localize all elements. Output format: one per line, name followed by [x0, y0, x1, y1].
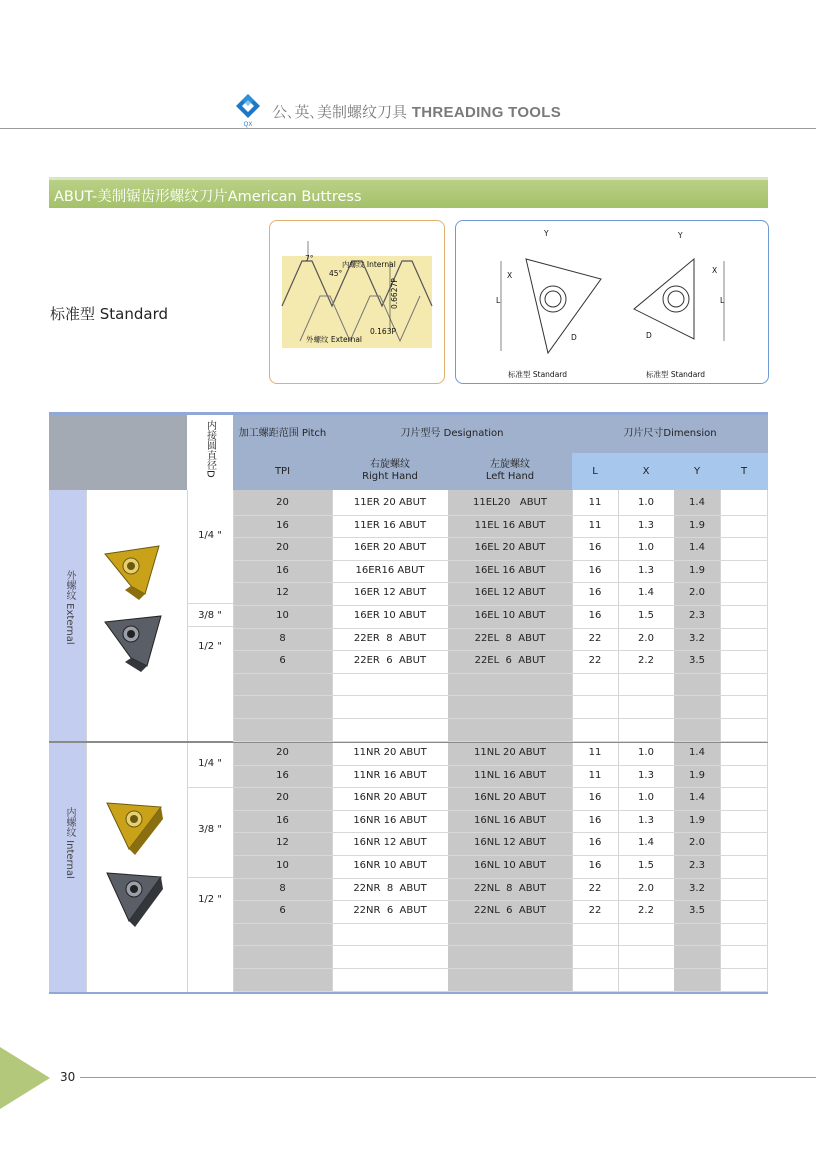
- header-y: Y: [674, 453, 720, 490]
- int-tpi-cell: 20: [276, 747, 289, 758]
- int-tpi-cell: 8: [279, 882, 286, 894]
- ext-x-cell: 1.0: [638, 542, 654, 554]
- int-y-cell: 2.0: [689, 837, 705, 849]
- ext-tpi-cell: 16: [276, 519, 289, 531]
- ext-x-cell: 1.3: [638, 564, 654, 576]
- int-l-cell: 11: [588, 769, 602, 781]
- int-tpi-cell: 20: [276, 792, 289, 804]
- ext-tpi-cell: 8: [279, 632, 286, 644]
- int-x-cell: 1.0: [638, 792, 654, 804]
- int-x-cell: 1.3: [638, 814, 654, 826]
- standard-label: 标准型 Standard: [50, 305, 169, 323]
- int-l-cell: 16: [588, 792, 602, 804]
- caption-left: 标准型 Standard: [508, 370, 568, 379]
- ext-tpi-cell: 12: [276, 587, 289, 599]
- int-left-cell: 16NL 16 ABUT: [474, 814, 546, 826]
- int-left-cell: 11NL 20 ABUT: [474, 747, 546, 758]
- int-right-cell: 16NR 20 ABUT: [353, 792, 427, 804]
- int-tpi-cell: 16: [276, 769, 289, 781]
- dim-d-right: D: [646, 331, 652, 340]
- thread-profile-drawing: [270, 221, 444, 383]
- external-insert-gold-image: [101, 542, 167, 602]
- int-right-cell: 11NR 20 ABUT: [353, 747, 427, 758]
- ext-x-cell: 2.0: [638, 632, 654, 644]
- header-divider: [0, 128, 816, 129]
- ext-left-cell: 11EL 16 ABUT: [474, 519, 546, 531]
- int-right-cell: 16NR 16 ABUT: [353, 814, 427, 826]
- int-y-cell: 1.9: [689, 814, 705, 826]
- logo-letters: QX: [243, 122, 253, 128]
- ext-l-cell: 22: [588, 632, 602, 644]
- external-label: 外螺纹 External: [306, 335, 363, 344]
- ext-left-cell: 22EL 6 ABUT: [474, 655, 546, 667]
- ext-y-cell: 1.4: [689, 497, 705, 508]
- int-y-cell: 1.4: [689, 792, 705, 804]
- ext-x-cell: 1.0: [638, 497, 654, 508]
- section-band: [49, 177, 768, 208]
- int-left-cell: 22NL 8 ABUT: [474, 882, 546, 894]
- int-left-cell: 16NL 20 ABUT: [474, 792, 546, 804]
- int-tpi-cell: 6: [279, 905, 286, 917]
- int-l-cell: 11: [588, 747, 602, 758]
- ext-tpi-cell: 16: [276, 564, 289, 576]
- caption-right: 标准型 Standard: [646, 370, 706, 379]
- int-right-cell: 22NR 6 ABUT: [353, 905, 427, 917]
- int-x-cell: 2.0: [638, 882, 654, 894]
- ext-right-cell: 11ER 20 ABUT: [353, 497, 427, 508]
- thread-profile-diagram: [269, 220, 445, 384]
- flat-label: 0.163P: [370, 327, 396, 336]
- ext-right-cell: 16ER 10 ABUT: [353, 610, 427, 621]
- int-x-cell: 2.2: [638, 905, 654, 917]
- ext-l-cell: 11: [588, 519, 602, 531]
- int-tpi-cell: 10: [276, 860, 289, 871]
- height-label: 0.6627P: [390, 278, 399, 309]
- header-l: L: [572, 453, 618, 490]
- int-l-cell: 16: [588, 860, 602, 871]
- header-title: [272, 101, 561, 122]
- int-x-cell: 1.0: [638, 747, 654, 758]
- internal-side-label: 内螺纹 Internal: [64, 807, 75, 879]
- int-x-cell: 1.4: [638, 837, 654, 849]
- ext-right-cell: 11ER 16 ABUT: [353, 519, 427, 531]
- int-l-cell: 22: [588, 905, 602, 917]
- header-title-cn: 公､英､美制螺纹刀具: [272, 103, 408, 121]
- ext-left-cell: 16EL 16 ABUT: [474, 564, 546, 576]
- page-number: 30: [60, 1070, 76, 1084]
- ext-right-cell: 16ER16 ABUT: [355, 564, 425, 576]
- header-x: X: [618, 453, 674, 490]
- dim-y-right: Y: [678, 231, 683, 240]
- int-y-cell: 3.5: [689, 905, 705, 917]
- ext-tpi-cell: 20: [276, 542, 289, 554]
- ext-x-cell: 1.3: [638, 519, 654, 531]
- header-inner-diameter: 内接圆直径D: [187, 415, 233, 490]
- header-blank: [49, 415, 187, 490]
- ext-y-cell: 2.0: [689, 587, 705, 599]
- ext-right-cell: 16ER 12 ABUT: [353, 587, 427, 599]
- int-right-cell: 11NR 16 ABUT: [353, 769, 427, 781]
- ext-y-cell: 3.5: [689, 655, 705, 667]
- header-right-hand: 右旋螺纹 Right Hand: [332, 453, 448, 490]
- dim-l-right: L: [720, 296, 725, 305]
- ext-y-cell: 3.2: [689, 632, 705, 644]
- footer-divider: [80, 1077, 816, 1078]
- ext-l-cell: 16: [588, 610, 602, 621]
- ext-left-cell: 22EL 8 ABUT: [474, 632, 546, 644]
- ext-y-cell: 1.9: [689, 519, 705, 531]
- ext-left-cell: 16EL 20 ABUT: [474, 542, 546, 554]
- insert-dimension-diagram: [455, 220, 769, 384]
- ext-tpi-cell: 10: [276, 610, 289, 621]
- external-dia-3: 1/2 ": [198, 641, 222, 652]
- header-t: T: [720, 453, 768, 490]
- ext-right-cell: 16ER 20 ABUT: [353, 542, 427, 554]
- internal-label: 内螺纹 Internal: [342, 260, 396, 269]
- internal-dia-1: 1/4 ": [198, 758, 222, 769]
- ext-x-cell: 1.4: [638, 587, 654, 599]
- ext-x-cell: 1.5: [638, 610, 654, 621]
- int-x-cell: 1.3: [638, 769, 654, 781]
- internal-insert-gold-image: [101, 797, 167, 857]
- ext-right-cell: 22ER 8 ABUT: [353, 632, 427, 644]
- internal-insert-grey-image: [101, 867, 167, 929]
- ext-left-cell: 11EL20 ABUT: [472, 497, 547, 508]
- company-logo: [232, 92, 264, 128]
- internal-dia-2: 3/8 ": [198, 824, 222, 835]
- external-side-label: 外螺纹 External: [64, 570, 75, 645]
- header-tpi: TPI: [233, 453, 332, 490]
- header-pitch-range: 加工螺距范围 Pitch: [233, 415, 332, 453]
- specification-table: [49, 412, 768, 994]
- external-dia-1: 1/4 ": [198, 530, 222, 541]
- int-y-cell: 2.3: [689, 860, 705, 871]
- dim-x-right: X: [712, 266, 718, 275]
- header-designation: 刀片型号 Designation: [332, 415, 572, 453]
- int-y-cell: 1.9: [689, 769, 705, 781]
- int-y-cell: 3.2: [689, 882, 705, 894]
- ext-y-cell: 1.4: [689, 542, 705, 554]
- table-bottom: [49, 992, 768, 994]
- int-left-cell: 16NL 12 ABUT: [474, 837, 546, 849]
- angle-side-label: 45°: [329, 269, 343, 278]
- header-left-hand: 左旋螺纹 Left Hand: [448, 453, 572, 490]
- ext-l-cell: 16: [588, 542, 602, 554]
- header-dimension: 刀片尺寸Dimension: [572, 415, 768, 453]
- ext-y-cell: 2.3: [689, 610, 705, 621]
- page-corner-tab: [0, 1047, 50, 1109]
- int-left-cell: 22NL 6 ABUT: [474, 905, 546, 917]
- ext-x-cell: 2.2: [638, 655, 654, 667]
- int-right-cell: 22NR 8 ABUT: [353, 882, 427, 894]
- int-tpi-cell: 12: [276, 837, 289, 849]
- int-right-cell: 16NR 10 ABUT: [353, 860, 427, 871]
- ext-y-cell: 1.9: [689, 564, 705, 576]
- ext-l-cell: 22: [588, 655, 602, 667]
- dim-l-left: L: [496, 296, 501, 305]
- int-y-cell: 1.4: [689, 747, 705, 758]
- ext-l-cell: 11: [588, 497, 602, 508]
- internal-dia-3: 1/2 ": [198, 894, 222, 905]
- header-title-en: THREADING TOOLS: [411, 104, 562, 121]
- ext-right-cell: 22ER 6 ABUT: [353, 655, 427, 667]
- external-dia-2: 3/8 ": [198, 610, 222, 621]
- dim-x-left: X: [507, 271, 513, 280]
- int-right-cell: 16NR 12 ABUT: [353, 837, 427, 849]
- int-l-cell: 16: [588, 814, 602, 826]
- ext-tpi-cell: 20: [276, 497, 289, 508]
- int-l-cell: 22: [588, 882, 602, 894]
- int-left-cell: 11NL 16 ABUT: [474, 769, 546, 781]
- int-left-cell: 16NL 10 ABUT: [474, 860, 546, 871]
- int-tpi-cell: 16: [276, 814, 289, 826]
- int-l-cell: 16: [588, 837, 602, 849]
- external-insert-grey-image: [101, 612, 167, 674]
- angle-top-label: 7°: [305, 254, 314, 263]
- int-x-cell: 1.5: [638, 860, 654, 871]
- dim-y-left: Y: [544, 229, 549, 238]
- ext-l-cell: 16: [588, 564, 602, 576]
- section-title: ABUT-美制锯齿形螺纹刀片American Buttress: [54, 189, 362, 205]
- dim-d-left: D: [571, 333, 577, 342]
- ext-tpi-cell: 6: [279, 655, 286, 667]
- ext-left-cell: 16EL 10 ABUT: [474, 610, 546, 621]
- ext-l-cell: 16: [588, 587, 602, 599]
- ext-left-cell: 16EL 12 ABUT: [474, 587, 546, 599]
